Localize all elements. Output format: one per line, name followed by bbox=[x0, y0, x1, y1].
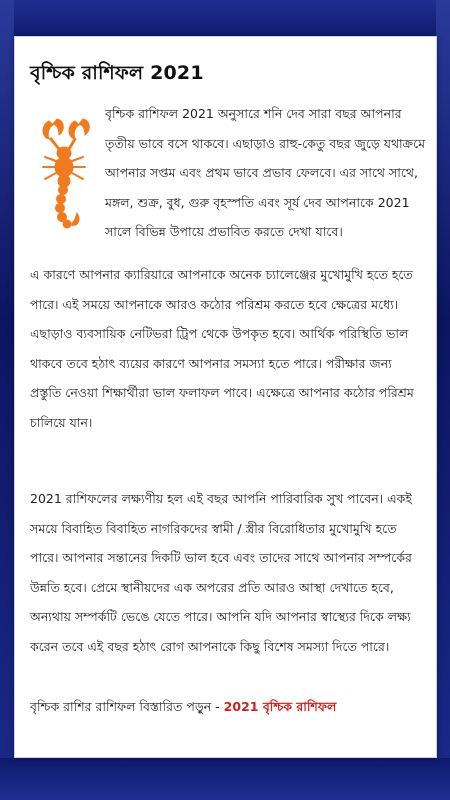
horoscope-card[interactable] bbox=[14, 36, 437, 758]
read-more-link[interactable]: 2021 বৃশ্চিক রাশিফল bbox=[223, 699, 337, 714]
page-title: বৃশ্চিক রাশিফল 2021 bbox=[30, 62, 204, 84]
background-top bbox=[0, 0, 450, 40]
intro-paragraph: বৃশ্চিক রাশিফল 2021 অনুসারে শনি দেব সারা বছর আপনার তৃতীয় ভাবে বসে থাকবে। এছাড়াও রাহু-কেতু বছর জুড়ে যথাক্রমে আপনার সপ্তম এবং প্রথম ভাবে প্রভাব ফেলবে। এর সাথে সাথে, মঙ্গল, শুক্র, বুধ, গুরু বৃহস্পতি এবং সূর্য দেব আপনাকে 2021 সালে বিভিন্ন উপায়ে প্রভাবিত করতে দেখা যাবে। bbox=[105, 106, 426, 239]
career-paragraph: এ কারণে আপনার ক্যারিয়ারে আপনাকে অনেক চ্যালেঞ্জের মুখোমুখি হতে হতে পারে। এই সময়ে আপনাকে আরও কঠোর পরিশ্রম করতে হবে ক্ষেত্রের মধ্যে। এছাড়াও ব্যবসায়িক নেটিভরা ট্রিপ থেকে উপকৃত হবে। আর্থিক পরিস্থিতি ভাল থাকবে তবে হঠাৎ ব্যয়ের কারণে আপনার সমস্যা হতে পারে। পরীক্ষার জন্য প্রস্তুতি নেওয়া শিক্ষার্থীরা ভাল ফলাফল পাবে। এক্ষেত্রে আপনার কঠোর পরিশ্রম চালিয়ে যান। bbox=[30, 267, 414, 430]
read-more-text: বৃশ্চিক রাশির রাশিফল বিস্তারিত পড়ুন - bbox=[30, 699, 224, 714]
scorpion-icon bbox=[35, 115, 95, 235]
read-more-line bbox=[30, 699, 336, 719]
background-left bbox=[0, 0, 14, 800]
background-right bbox=[436, 0, 450, 800]
background-bottom bbox=[0, 758, 450, 800]
family-paragraph: 2021 রাশিফলের লক্ষ্যণীয় হল এই বছর আপনি পারিবারিক সুখ পাবেন। একই সময়ে বিবাহিত বিবাহিত নাগরিকদের স্বামী / স্ত্রীর বিরোধিতার মুখোমুখি হতে পারে। আপনার সন্তানের দিকটি ভাল হবে এবং তাদের সাথে আপনার সম্পর্কের উন্নতি হবে। প্রেমে স্থানীয়দের এক অপরের প্রতি আরও আস্থা দেখাতে হবে, অন্যথায় সম্পর্কটি ভেঙে যেতে পারে। আপনি যদি আপনার স্বাস্থ্যের দিকে লক্ষ্য করেন তবে এই বছর হঠাৎ রোগ আপনাকে কিছু বিশেষ সমস্যা দিতে পারে। bbox=[30, 491, 412, 654]
